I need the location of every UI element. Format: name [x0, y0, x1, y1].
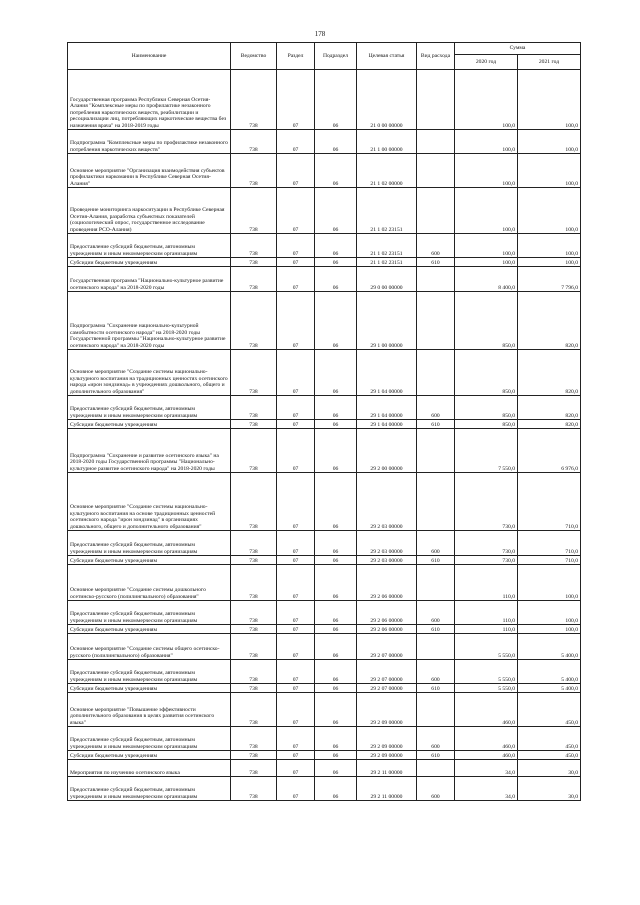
cell-name: Проведение мониторинга наркоситуации в Республике Северная Осетия-Алания, разработка субъектных показателей (социологический опрос, государственное исследование проведения РСО-Алания) — [68, 188, 231, 234]
cell-name: Подпрограмма "Сохранение и развитие осетинского языка" на 2018-2020 годы Государственной программы "Национально-культурное развитие осетинского народа" на 2018-2020 годы — [68, 429, 231, 473]
cell-subsection: 06 — [315, 601, 357, 625]
cell-target: 29 2 03 00000 — [357, 531, 417, 556]
cell-dept: 738 — [231, 292, 277, 350]
cell-2021: 5 400,0 — [518, 634, 581, 660]
cell-dept: 738 — [231, 234, 277, 258]
cell-target: 29 2 11 00000 — [357, 777, 417, 801]
cell-section: 07 — [277, 130, 315, 154]
cell-subsection: 06 — [315, 420, 357, 429]
cell-expense-type: 600 — [417, 660, 455, 684]
cell-2021: 5 400,0 — [518, 684, 581, 693]
cell-dept: 738 — [231, 760, 277, 777]
cell-2021: 100,0 — [518, 565, 581, 601]
cell-target: 29 1 00 00000 — [357, 292, 417, 350]
cell-expense-type — [417, 292, 455, 350]
cell-section: 07 — [277, 420, 315, 429]
cell-2020: 110,0 — [455, 601, 518, 625]
cell-2020: 730,0 — [455, 473, 518, 531]
header-dept: Ведомство — [231, 43, 277, 70]
table-row — [68, 660, 581, 684]
cell-section: 07 — [277, 601, 315, 625]
cell-section: 07 — [277, 777, 315, 801]
cell-2021: 100,0 — [518, 234, 581, 258]
cell-2020: 5 550,0 — [455, 634, 518, 660]
table-row — [68, 188, 581, 234]
cell-expense-type — [417, 760, 455, 777]
cell-expense-type: 600 — [417, 727, 455, 751]
cell-2021: 30,0 — [518, 777, 581, 801]
cell-dept: 738 — [231, 684, 277, 693]
cell-section: 07 — [277, 684, 315, 693]
table-row — [68, 556, 581, 565]
cell-subsection: 06 — [315, 154, 357, 188]
cell-expense-type — [417, 634, 455, 660]
cell-2020: 850,0 — [455, 292, 518, 350]
cell-subsection: 06 — [315, 777, 357, 801]
cell-subsection: 06 — [315, 565, 357, 601]
cell-target: 21 1 02 00000 — [357, 154, 417, 188]
cell-expense-type: 610 — [417, 751, 455, 760]
cell-target: 21 1 02 23151 — [357, 258, 417, 267]
cell-2021: 710,0 — [518, 556, 581, 565]
cell-name: Предоставление субсидий бюджетным, автономным учреждениям и иным некоммерческим организациям — [68, 396, 231, 420]
cell-subsection: 06 — [315, 429, 357, 473]
cell-target: 29 2 09 00000 — [357, 727, 417, 751]
cell-expense-type — [417, 267, 455, 292]
cell-expense-type — [417, 565, 455, 601]
cell-dept: 738 — [231, 727, 277, 751]
cell-name: Субсидии бюджетным учреждениям — [68, 625, 231, 634]
table-row — [68, 154, 581, 188]
cell-2021: 710,0 — [518, 473, 581, 531]
cell-2020: 5 550,0 — [455, 684, 518, 693]
table-row — [68, 760, 581, 777]
cell-subsection: 06 — [315, 396, 357, 420]
cell-2020: 5 550,0 — [455, 660, 518, 684]
cell-name: Основное мероприятие "Организация взаимодействия субъектов профилактики наркомании в Республике Северная Осетия-Алания" — [68, 154, 231, 188]
cell-2021: 100,0 — [518, 601, 581, 625]
cell-expense-type: 610 — [417, 258, 455, 267]
cell-name: Субсидии бюджетным учреждениям — [68, 420, 231, 429]
cell-dept: 738 — [231, 601, 277, 625]
cell-section: 07 — [277, 556, 315, 565]
cell-2021: 30,0 — [518, 760, 581, 777]
cell-2020: 110,0 — [455, 625, 518, 634]
cell-dept: 738 — [231, 350, 277, 396]
cell-dept: 738 — [231, 130, 277, 154]
table-row — [68, 473, 581, 531]
header-year-2021: 2021 год — [518, 55, 581, 70]
cell-target: 29 2 06 00000 — [357, 601, 417, 625]
cell-name: Субсидии бюджетным учреждениям — [68, 258, 231, 267]
cell-subsection: 06 — [315, 684, 357, 693]
cell-section: 07 — [277, 234, 315, 258]
cell-2020: 100,0 — [455, 130, 518, 154]
header-expense-type: Вид расхода — [417, 43, 455, 70]
table-row — [68, 292, 581, 350]
cell-2021: 820,0 — [518, 350, 581, 396]
cell-expense-type: 610 — [417, 556, 455, 565]
cell-target: 29 2 07 00000 — [357, 660, 417, 684]
cell-target: 21 1 00 00000 — [357, 130, 417, 154]
budget-table — [67, 42, 581, 801]
table-row — [68, 396, 581, 420]
cell-subsection: 06 — [315, 267, 357, 292]
cell-section: 07 — [277, 188, 315, 234]
cell-2020: 7 550,0 — [455, 429, 518, 473]
cell-section: 07 — [277, 258, 315, 267]
cell-2020: 460,0 — [455, 727, 518, 751]
cell-subsection: 06 — [315, 234, 357, 258]
cell-subsection: 06 — [315, 188, 357, 234]
cell-section: 07 — [277, 429, 315, 473]
cell-subsection: 06 — [315, 760, 357, 777]
cell-subsection: 06 — [315, 258, 357, 267]
cell-section: 07 — [277, 660, 315, 684]
cell-2021: 100,0 — [518, 130, 581, 154]
cell-2021: 100,0 — [518, 258, 581, 267]
cell-name: Основное мероприятие "Создание системы национально-культурного воспитания на основе традиционных ценностей осетинского народа "ирон зондзинад" в организациях дошкольного, общего и дополнительного образования" — [68, 473, 231, 531]
cell-dept: 738 — [231, 267, 277, 292]
cell-subsection: 06 — [315, 660, 357, 684]
cell-target: 29 2 03 00000 — [357, 473, 417, 531]
cell-2021: 710,0 — [518, 531, 581, 556]
cell-expense-type: 600 — [417, 777, 455, 801]
cell-dept: 738 — [231, 154, 277, 188]
cell-subsection: 06 — [315, 531, 357, 556]
cell-subsection: 06 — [315, 556, 357, 565]
cell-section: 07 — [277, 751, 315, 760]
cell-target: 29 1 04 00000 — [357, 396, 417, 420]
cell-name: Предоставление субсидий бюджетным, автономным учреждениям и иным некоммерческим организациям — [68, 234, 231, 258]
cell-target: 29 2 03 00000 — [357, 556, 417, 565]
cell-dept: 738 — [231, 565, 277, 601]
table-row — [68, 751, 581, 760]
cell-expense-type: 610 — [417, 684, 455, 693]
cell-subsection: 06 — [315, 473, 357, 531]
cell-target: 29 2 06 00000 — [357, 565, 417, 601]
cell-2020: 100,0 — [455, 188, 518, 234]
cell-2021: 450,0 — [518, 751, 581, 760]
cell-expense-type: 610 — [417, 420, 455, 429]
cell-section: 07 — [277, 625, 315, 634]
cell-dept: 738 — [231, 625, 277, 634]
cell-target: 29 1 04 00000 — [357, 420, 417, 429]
cell-expense-type — [417, 429, 455, 473]
cell-name: Основное мероприятие "Повышение эффективности дополнительного образования в целях развития осетинского языка" — [68, 693, 231, 727]
header-sum: Сумма — [455, 43, 581, 55]
cell-section: 07 — [277, 531, 315, 556]
table-body — [68, 70, 581, 801]
cell-2021: 820,0 — [518, 420, 581, 429]
cell-name: Предоставление субсидий бюджетным, автономным учреждениям и иным некоммерческим организациям — [68, 601, 231, 625]
cell-expense-type — [417, 473, 455, 531]
cell-expense-type — [417, 188, 455, 234]
cell-dept: 738 — [231, 777, 277, 801]
table-row — [68, 777, 581, 801]
cell-section: 07 — [277, 565, 315, 601]
cell-subsection: 06 — [315, 130, 357, 154]
table-row — [68, 531, 581, 556]
cell-target: 29 2 07 00000 — [357, 684, 417, 693]
cell-target: 29 2 00 00000 — [357, 429, 417, 473]
cell-target: 29 1 04 00000 — [357, 350, 417, 396]
cell-section: 07 — [277, 760, 315, 777]
cell-expense-type: 610 — [417, 625, 455, 634]
cell-name: Подпрограмма "Сохранение национально-культурной самобытности осетинского народа" на 2018-2020 годы Государственной программы "Национально-культурное развитие осетинского народа" на 2018-2020 годы — [68, 292, 231, 350]
cell-subsection: 06 — [315, 727, 357, 751]
header-target: Целевая статья — [357, 43, 417, 70]
cell-target: 29 2 07 00000 — [357, 634, 417, 660]
cell-target: 29 2 09 00000 — [357, 751, 417, 760]
cell-2020: 730,0 — [455, 556, 518, 565]
cell-2020: 100,0 — [455, 154, 518, 188]
cell-2020: 850,0 — [455, 420, 518, 429]
cell-subsection: 06 — [315, 751, 357, 760]
cell-subsection: 06 — [315, 70, 357, 130]
cell-2020: 8 400,0 — [455, 267, 518, 292]
cell-2020: 460,0 — [455, 693, 518, 727]
cell-name: Предоставление субсидий бюджетным, автономным учреждениям и иным некоммерческим организациям — [68, 660, 231, 684]
cell-expense-type — [417, 70, 455, 130]
cell-dept: 738 — [231, 429, 277, 473]
page-number: 178 — [314, 30, 326, 38]
table-row — [68, 258, 581, 267]
cell-subsection: 06 — [315, 350, 357, 396]
cell-2020: 850,0 — [455, 396, 518, 420]
cell-expense-type — [417, 693, 455, 727]
cell-subsection: 06 — [315, 292, 357, 350]
cell-name: Предоставление субсидий бюджетным, автономным учреждениям и иным некоммерческим организациям — [68, 777, 231, 801]
cell-2020: 730,0 — [455, 531, 518, 556]
table-row — [68, 625, 581, 634]
cell-section: 07 — [277, 693, 315, 727]
cell-section: 07 — [277, 70, 315, 130]
cell-target: 21 1 02 23151 — [357, 188, 417, 234]
cell-2020: 34,0 — [455, 777, 518, 801]
table-row — [68, 565, 581, 601]
cell-2021: 100,0 — [518, 188, 581, 234]
cell-name: Государственная программа "Национально-культурное развитие осетинского народа" на 2018-2020 годы — [68, 267, 231, 292]
table-row — [68, 684, 581, 693]
cell-dept: 738 — [231, 556, 277, 565]
cell-section: 07 — [277, 154, 315, 188]
cell-expense-type — [417, 350, 455, 396]
cell-dept: 738 — [231, 70, 277, 130]
cell-dept: 738 — [231, 693, 277, 727]
cell-dept: 738 — [231, 258, 277, 267]
cell-2020: 100,0 — [455, 258, 518, 267]
cell-name: Субсидии бюджетным учреждениям — [68, 751, 231, 760]
cell-2021: 450,0 — [518, 693, 581, 727]
table-row — [68, 70, 581, 130]
cell-2021: 100,0 — [518, 70, 581, 130]
cell-target: 29 2 06 00000 — [357, 625, 417, 634]
cell-dept: 738 — [231, 420, 277, 429]
cell-expense-type — [417, 154, 455, 188]
cell-2020: 100,0 — [455, 234, 518, 258]
cell-2021: 820,0 — [518, 292, 581, 350]
cell-section: 07 — [277, 727, 315, 751]
cell-target: 29 2 11 00000 — [357, 760, 417, 777]
cell-expense-type: 600 — [417, 396, 455, 420]
header-subsection: Подраздел — [315, 43, 357, 70]
cell-dept: 738 — [231, 660, 277, 684]
cell-name: Предоставление субсидий бюджетным, автономным учреждениям и иным некоммерческим организациям — [68, 531, 231, 556]
table-row — [68, 601, 581, 625]
cell-target: 21 1 02 23151 — [357, 234, 417, 258]
table-row — [68, 420, 581, 429]
cell-dept: 738 — [231, 634, 277, 660]
cell-dept: 738 — [231, 473, 277, 531]
header-year-2020: 2020 год — [455, 55, 518, 70]
table-row — [68, 350, 581, 396]
cell-name: Предоставление субсидий бюджетным, автономным учреждениям и иным некоммерческим организациям — [68, 727, 231, 751]
cell-2021: 100,0 — [518, 625, 581, 634]
table-row — [68, 130, 581, 154]
cell-section: 07 — [277, 292, 315, 350]
cell-section: 07 — [277, 350, 315, 396]
cell-name: Государственная программа Республики Северная Осетия-Алания "Комплексные меры по профилактике незаконного потребления наркотических веществ, реабилитации и ресоциализации лиц, потребляющих наркотические вещества без назначения врача" на 2018-2019 годы — [68, 70, 231, 130]
cell-2020: 100,0 — [455, 70, 518, 130]
cell-2020: 850,0 — [455, 350, 518, 396]
cell-expense-type: 600 — [417, 601, 455, 625]
cell-2020: 110,0 — [455, 565, 518, 601]
cell-expense-type — [417, 130, 455, 154]
cell-name: Основное мероприятие "Создание системы дошкольного осетинско-русского (полилингвального) образования" — [68, 565, 231, 601]
table-row — [68, 727, 581, 751]
cell-2020: 460,0 — [455, 751, 518, 760]
header-section: Раздел — [277, 43, 315, 70]
cell-name: Основное мероприятие "Создание системы национально-культурного воспитания на традиционных ценностях осетинского народа «ирон зондзинад» в учреждениях дошкольного, общего и дополнительного образования" — [68, 350, 231, 396]
cell-target: 29 2 09 00000 — [357, 693, 417, 727]
cell-target: 29 0 00 00000 — [357, 267, 417, 292]
cell-2021: 7 796,0 — [518, 267, 581, 292]
cell-expense-type: 600 — [417, 234, 455, 258]
cell-dept: 738 — [231, 396, 277, 420]
cell-subsection: 06 — [315, 693, 357, 727]
cell-target: 21 0 00 00000 — [357, 70, 417, 130]
cell-section: 07 — [277, 396, 315, 420]
cell-subsection: 06 — [315, 625, 357, 634]
cell-section: 07 — [277, 473, 315, 531]
header-name: Наименование — [68, 43, 231, 70]
cell-dept: 738 — [231, 188, 277, 234]
cell-name: Мероприятия по изучению осетинского языка — [68, 760, 231, 777]
cell-subsection: 06 — [315, 634, 357, 660]
cell-section: 07 — [277, 634, 315, 660]
cell-dept: 738 — [231, 531, 277, 556]
cell-name: Подпрограмма "Комплексные меры по профилактике незаконного потребления наркотических веществ" — [68, 130, 231, 154]
cell-2021: 820,0 — [518, 396, 581, 420]
cell-2020: 34,0 — [455, 760, 518, 777]
cell-2021: 5 400,0 — [518, 660, 581, 684]
cell-2021: 100,0 — [518, 154, 581, 188]
cell-dept: 738 — [231, 751, 277, 760]
table-row — [68, 429, 581, 473]
cell-name: Субсидии бюджетным учреждениям — [68, 556, 231, 565]
cell-2021: 450,0 — [518, 727, 581, 751]
cell-expense-type: 600 — [417, 531, 455, 556]
cell-name: Основное мероприятие "Создание системы общего осетинско-русского (полилингвального) образования" — [68, 634, 231, 660]
cell-2021: 6 976,0 — [518, 429, 581, 473]
cell-section: 07 — [277, 267, 315, 292]
table-row — [68, 634, 581, 660]
table-row — [68, 267, 581, 292]
cell-name: Субсидии бюджетным учреждениям — [68, 684, 231, 693]
table-row — [68, 234, 581, 258]
table-row — [68, 693, 581, 727]
